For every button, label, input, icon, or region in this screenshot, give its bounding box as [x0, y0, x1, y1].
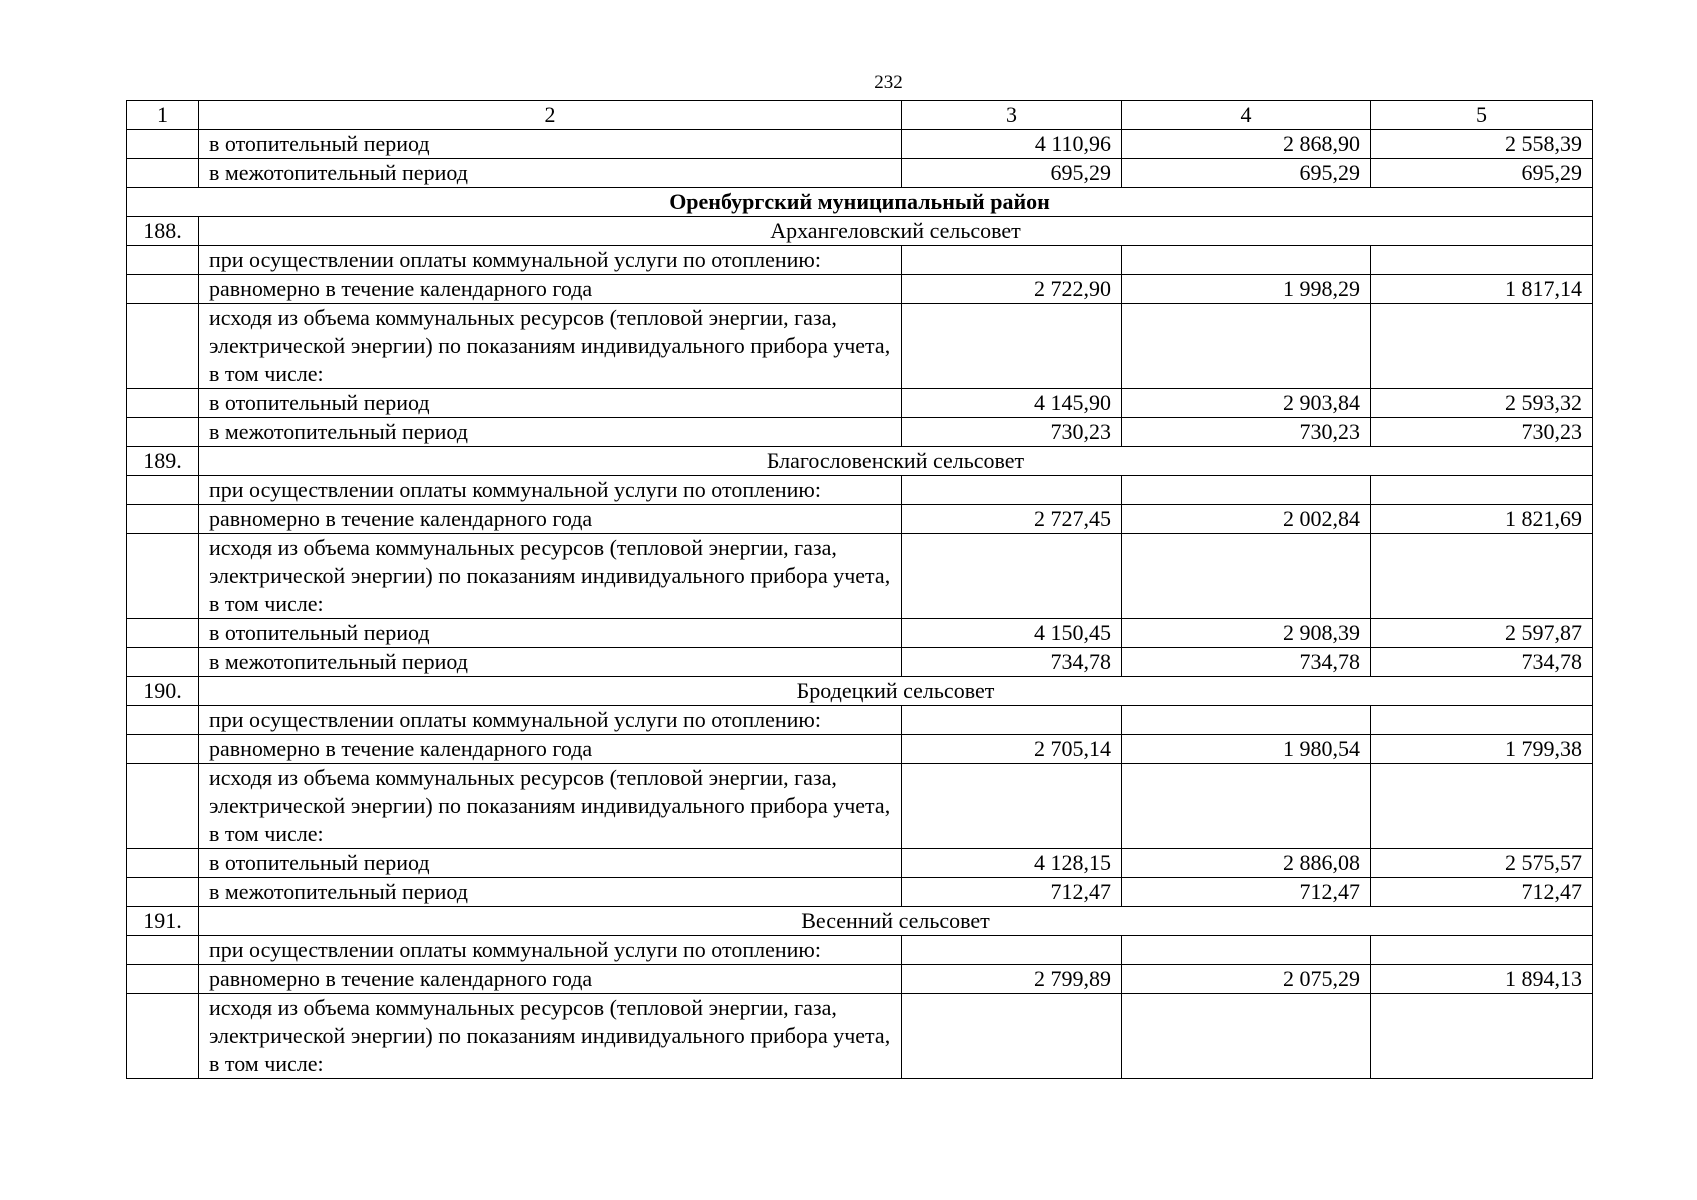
table-row	[127, 648, 1593, 677]
value-col-5: 2 597,87	[1371, 619, 1593, 648]
row-number	[127, 849, 199, 878]
table-row	[127, 389, 1593, 418]
value-col-4: 1 980,54	[1122, 735, 1371, 764]
value-col-4: 2 903,84	[1122, 389, 1371, 418]
row-label: при осуществлении оплаты коммунальной услуги по отоплению:	[199, 246, 902, 275]
settlement-title: Благословенский сельсовет	[199, 447, 1593, 476]
value-col-3	[902, 994, 1122, 1079]
header-cell: 4	[1122, 101, 1371, 130]
row-number	[127, 418, 199, 447]
table-row	[127, 936, 1593, 965]
value-col-4	[1122, 476, 1371, 505]
page-number: 232	[874, 72, 903, 93]
table-row	[127, 735, 1593, 764]
value-col-5: 1 799,38	[1371, 735, 1593, 764]
row-number	[127, 706, 199, 735]
table-row	[127, 418, 1593, 447]
row-label: в межотопительный период	[199, 159, 902, 188]
value-col-3: 712,47	[902, 878, 1122, 907]
row-number	[127, 648, 199, 677]
row-number	[127, 505, 199, 534]
value-col-5: 695,29	[1371, 159, 1593, 188]
value-col-4: 695,29	[1122, 159, 1371, 188]
value-col-3: 4 128,15	[902, 849, 1122, 878]
value-col-5: 2 575,57	[1371, 849, 1593, 878]
settlement-row	[127, 217, 1593, 246]
table-row	[127, 619, 1593, 648]
value-col-3	[902, 936, 1122, 965]
value-col-4: 1 998,29	[1122, 275, 1371, 304]
row-number	[127, 534, 199, 619]
settlement-row	[127, 677, 1593, 706]
value-col-3: 4 150,45	[902, 619, 1122, 648]
value-col-5: 2 558,39	[1371, 130, 1593, 159]
value-col-3: 730,23	[902, 418, 1122, 447]
district-row	[127, 188, 1593, 217]
row-number: 190.	[127, 677, 199, 706]
row-label: в межотопительный период	[199, 648, 902, 677]
table-row	[127, 159, 1593, 188]
value-col-5	[1371, 764, 1593, 849]
row-label: исходя из объема коммунальных ресурсов (тепловой энергии, газа, электрической энергии) по показаниям индивидуального прибора учета, в том числе:	[199, 994, 902, 1079]
value-col-4: 2 908,39	[1122, 619, 1371, 648]
header-cell: 5	[1371, 101, 1593, 130]
value-col-5: 1 894,13	[1371, 965, 1593, 994]
table-row	[127, 534, 1593, 619]
value-col-3: 2 727,45	[902, 505, 1122, 534]
table-row	[127, 505, 1593, 534]
value-col-3	[902, 246, 1122, 275]
row-number	[127, 389, 199, 418]
value-col-3	[902, 706, 1122, 735]
table-row	[127, 849, 1593, 878]
row-number	[127, 936, 199, 965]
table-row	[127, 304, 1593, 389]
value-col-4: 2 868,90	[1122, 130, 1371, 159]
value-col-3	[902, 534, 1122, 619]
value-col-4: 2 002,84	[1122, 505, 1371, 534]
row-number	[127, 965, 199, 994]
value-col-3: 695,29	[902, 159, 1122, 188]
table-row	[127, 130, 1593, 159]
value-col-4: 712,47	[1122, 878, 1371, 907]
value-col-3: 4 145,90	[902, 389, 1122, 418]
value-col-4	[1122, 246, 1371, 275]
row-number	[127, 476, 199, 505]
table-row	[127, 706, 1593, 735]
table-row	[127, 246, 1593, 275]
value-col-3: 2 722,90	[902, 275, 1122, 304]
settlement-title: Архангеловский сельсовет	[199, 217, 1593, 246]
row-number	[127, 130, 199, 159]
header-cell: 1	[127, 101, 199, 130]
value-col-5: 1 821,69	[1371, 505, 1593, 534]
value-col-5	[1371, 476, 1593, 505]
row-number	[127, 275, 199, 304]
row-label: исходя из объема коммунальных ресурсов (тепловой энергии, газа, электрической энергии) по показаниям индивидуального прибора учета, в том числе:	[199, 534, 902, 619]
header-cell: 2	[199, 101, 902, 130]
row-label: равномерно в течение календарного года	[199, 505, 902, 534]
table-row	[127, 994, 1593, 1079]
row-number	[127, 764, 199, 849]
value-col-4	[1122, 534, 1371, 619]
row-number	[127, 246, 199, 275]
settlement-row	[127, 447, 1593, 476]
value-col-3: 4 110,96	[902, 130, 1122, 159]
value-col-4: 2 886,08	[1122, 849, 1371, 878]
settlement-title: Бродецкий сельсовет	[199, 677, 1593, 706]
value-col-3	[902, 764, 1122, 849]
value-col-4: 734,78	[1122, 648, 1371, 677]
value-col-5	[1371, 246, 1593, 275]
row-number	[127, 878, 199, 907]
district-title: Оренбургский муниципальный район	[127, 188, 1593, 217]
value-col-5: 712,47	[1371, 878, 1593, 907]
value-col-3: 2 705,14	[902, 735, 1122, 764]
value-col-5	[1371, 936, 1593, 965]
row-label: при осуществлении оплаты коммунальной услуги по отоплению:	[199, 706, 902, 735]
row-label: исходя из объема коммунальных ресурсов (тепловой энергии, газа, электрической энергии) по показаниям индивидуального прибора учета, в том числе:	[199, 304, 902, 389]
row-number: 191.	[127, 907, 199, 936]
row-number	[127, 304, 199, 389]
table-row	[127, 764, 1593, 849]
settlement-title: Весенний сельсовет	[199, 907, 1593, 936]
value-col-3	[902, 476, 1122, 505]
row-label: исходя из объема коммунальных ресурсов (тепловой энергии, газа, электрической энергии) по показаниям индивидуального прибора учета, в том числе:	[199, 764, 902, 849]
value-col-4	[1122, 706, 1371, 735]
row-label: в отопительный период	[199, 619, 902, 648]
value-col-3: 2 799,89	[902, 965, 1122, 994]
row-label: равномерно в течение календарного года	[199, 965, 902, 994]
value-col-4	[1122, 994, 1371, 1079]
row-number	[127, 994, 199, 1079]
value-col-4	[1122, 764, 1371, 849]
table-row	[127, 275, 1593, 304]
settlement-row	[127, 907, 1593, 936]
row-label: в межотопительный период	[199, 418, 902, 447]
row-number	[127, 735, 199, 764]
row-label: в отопительный период	[199, 849, 902, 878]
value-col-4	[1122, 304, 1371, 389]
row-label: равномерно в течение календарного года	[199, 735, 902, 764]
value-col-5	[1371, 706, 1593, 735]
table-row	[127, 965, 1593, 994]
value-col-5	[1371, 304, 1593, 389]
row-label: в отопительный период	[199, 130, 902, 159]
table-row	[127, 476, 1593, 505]
value-col-5: 2 593,32	[1371, 389, 1593, 418]
row-label: в межотопительный период	[199, 878, 902, 907]
header-cell: 3	[902, 101, 1122, 130]
table-row	[127, 878, 1593, 907]
row-label: в отопительный период	[199, 389, 902, 418]
row-label: при осуществлении оплаты коммунальной услуги по отоплению:	[199, 936, 902, 965]
value-col-5	[1371, 534, 1593, 619]
row-number	[127, 619, 199, 648]
row-label: при осуществлении оплаты коммунальной услуги по отоплению:	[199, 476, 902, 505]
row-number	[127, 159, 199, 188]
value-col-5: 734,78	[1371, 648, 1593, 677]
header-row	[127, 101, 1593, 130]
row-number: 189.	[127, 447, 199, 476]
value-col-5	[1371, 994, 1593, 1079]
value-col-4: 2 075,29	[1122, 965, 1371, 994]
value-col-3	[902, 304, 1122, 389]
value-col-5: 1 817,14	[1371, 275, 1593, 304]
value-col-4	[1122, 936, 1371, 965]
value-col-5: 730,23	[1371, 418, 1593, 447]
row-label: равномерно в течение календарного года	[199, 275, 902, 304]
value-col-4: 730,23	[1122, 418, 1371, 447]
tariff-table	[126, 100, 1593, 1079]
value-col-3: 734,78	[902, 648, 1122, 677]
tariff-table-body	[127, 101, 1593, 1079]
row-number: 188.	[127, 217, 199, 246]
